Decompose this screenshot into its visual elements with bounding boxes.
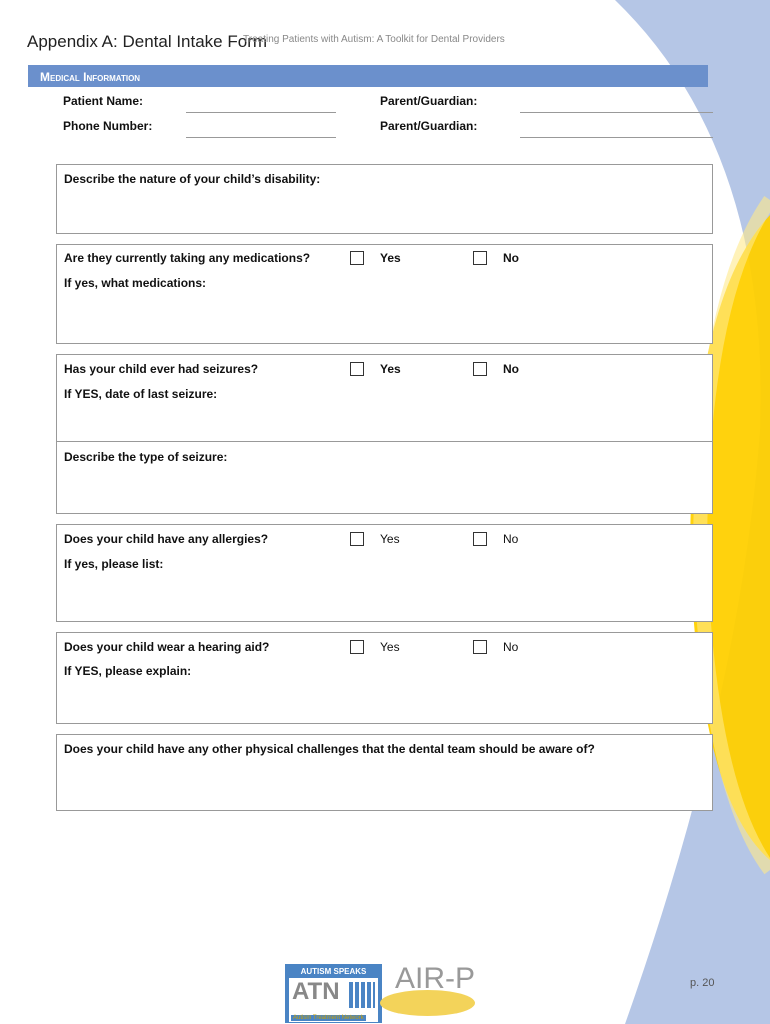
hearing-box[interactable] [56, 632, 713, 724]
yes-label: Yes [380, 532, 400, 546]
page-number: p. 20 [690, 977, 715, 989]
hearing-no-checkbox[interactable] [473, 640, 487, 654]
page-title: Appendix A: Dental Intake Form [27, 32, 268, 51]
medications-yes-checkbox[interactable] [350, 251, 364, 265]
medications-box[interactable] [56, 244, 713, 344]
allergies-yes-checkbox[interactable] [350, 532, 364, 546]
allergies-follow: If yes, please list: [64, 557, 164, 571]
hearing-yes-checkbox[interactable] [350, 640, 364, 654]
divider [57, 441, 712, 442]
hearing-question: Does your child wear a hearing aid? [64, 640, 270, 654]
parent-guardian-field[interactable] [520, 112, 713, 113]
seizures-yes-checkbox[interactable] [350, 362, 364, 376]
medications-follow: If yes, what medications: [64, 276, 207, 290]
no-label: No [503, 640, 519, 654]
no-label: No [503, 251, 519, 265]
parent-guardian-field-2[interactable] [520, 137, 713, 138]
disability-question: Describe the nature of your child’s disability: [64, 172, 321, 186]
phone-number-field[interactable] [186, 137, 336, 138]
physical-box[interactable] [56, 734, 713, 811]
medications-no-checkbox[interactable] [473, 251, 487, 265]
page-subtitle: Treating Patients with Autism: A Toolkit for Dental Providers [243, 34, 505, 45]
seizures-question: Has your child ever had seizures? [64, 362, 259, 376]
allergies-question: Does your child have any allergies? [64, 532, 269, 546]
hearing-follow: If YES, please explain: [64, 664, 192, 678]
parent-guardian-label: Parent/Guardian: [380, 94, 478, 108]
patient-name-field[interactable] [186, 112, 336, 113]
patient-name-label: Patient Name: [63, 94, 144, 108]
yes-label: Yes [380, 640, 400, 654]
airp-logo-text: AIR-P [395, 962, 476, 995]
atn-logo: AUTISM SPEAKS ATN Autism Treatment Network [285, 964, 382, 1023]
medications-question: Are they currently taking any medications? [64, 251, 311, 265]
seizure-type-question: Describe the type of seizure: [64, 450, 228, 464]
section-header: Medical Information [28, 65, 708, 87]
yes-label: Yes [380, 251, 401, 265]
no-label: No [503, 532, 519, 546]
phone-number-label: Phone Number: [63, 119, 153, 133]
disability-box[interactable] [56, 164, 713, 234]
allergies-no-checkbox[interactable] [473, 532, 487, 546]
yes-label: Yes [380, 362, 401, 376]
allergies-box[interactable] [56, 524, 713, 622]
physical-question: Does your child have any other physical challenges that the dental team should be aware of? [64, 742, 595, 756]
parent-guardian-label-2: Parent/Guardian: [380, 119, 478, 133]
seizures-follow: If YES, date of last seizure: [64, 387, 218, 401]
seizures-box[interactable] [56, 354, 713, 514]
no-label: No [503, 362, 519, 376]
seizures-no-checkbox[interactable] [473, 362, 487, 376]
